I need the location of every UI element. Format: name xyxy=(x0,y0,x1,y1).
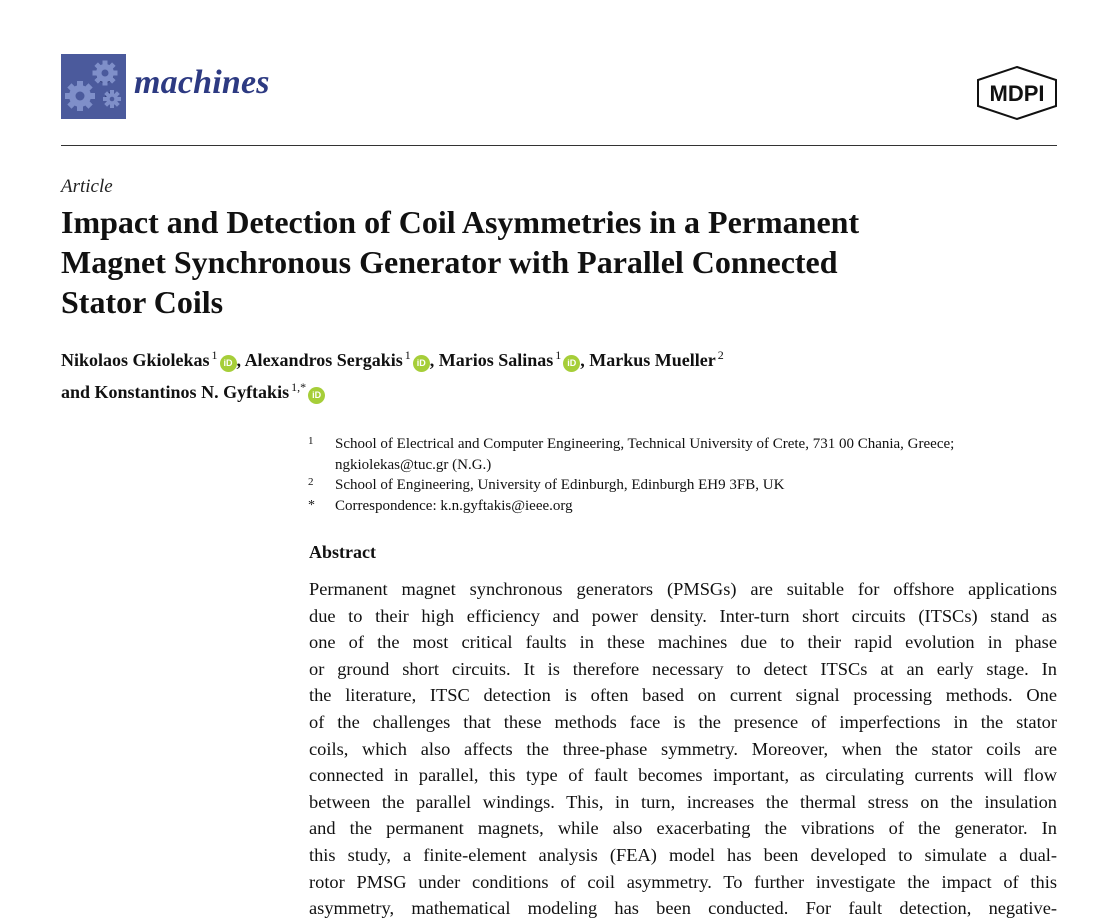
author-name[interactable]: Marios Salinas xyxy=(438,350,554,370)
mdpi-logo-text: MDPI xyxy=(989,81,1045,106)
title-line: Impact and Detection of Coil Asymmetries in a Permanent xyxy=(61,204,860,240)
correspondence-text[interactable]: Correspondence: k.n.gyftakis@ieee.org xyxy=(335,497,573,514)
author-separator: , xyxy=(429,350,435,370)
abstract-line: and the permanent magnets, while also exacerbating the vibrations of the generator. In xyxy=(309,818,1057,839)
title-line: Magnet Synchronous Generator with Parallel Connected xyxy=(61,244,838,280)
header-divider xyxy=(61,145,1057,146)
abstract-line: Permanent magnet synchronous generators (PMSGs) are suitable for offshore applications xyxy=(309,579,1057,599)
author-name[interactable]: Nikolaos Gkiolekas xyxy=(61,350,210,370)
title-line: Stator Coils xyxy=(61,284,224,320)
orcid-icon[interactable]: iD xyxy=(308,387,325,404)
author-affiliation-mark: 1 xyxy=(404,348,411,362)
article-title xyxy=(61,202,1041,322)
abstract-line: due to their high efficiency and power density. Inter-turn short circuits (ITSCs) stand as xyxy=(309,605,1057,626)
gears-icon xyxy=(61,54,126,119)
affiliations xyxy=(308,434,954,516)
author-and: and xyxy=(61,382,91,402)
abstract-line: the literature, ITSC detection is often based on current signal processing methods. One xyxy=(309,685,1057,706)
author-affiliation-mark: 1,* xyxy=(291,380,307,394)
orcid-icon[interactable]: iD xyxy=(220,355,237,372)
article-type: Article xyxy=(61,176,113,197)
author-name[interactable]: Alexandros Sergakis xyxy=(244,350,403,370)
abstract-line: one of the most critical faults in these machines due to their rapid evolution in phase xyxy=(309,632,1057,653)
journal-logo xyxy=(61,54,126,119)
affiliation-item xyxy=(308,455,954,476)
journal-name: machines xyxy=(134,64,270,101)
author-name[interactable]: Konstantinos N. Gyftakis xyxy=(94,382,290,402)
abstract-line: of the challenges that these methods face is the presence of imperfections in the stator xyxy=(309,711,1057,732)
abstract-body xyxy=(309,576,1057,922)
orcid-icon[interactable]: iD xyxy=(413,355,430,372)
abstract-line: this study, a finite-element analysis (FEA) model has been developed to simulate a dual- xyxy=(309,844,1057,865)
author-line xyxy=(61,342,724,374)
abstract-line: asymmetry, mathematical modeling has been conducted. For fault detection, negative- xyxy=(309,898,1057,919)
abstract-line: or ground short circuits. It is therefore necessary to detect ITSCs at an early stage. In xyxy=(309,658,1057,679)
affiliation-item xyxy=(308,475,954,496)
mdpi-logo xyxy=(975,66,1059,120)
affiliation-mark: 2 xyxy=(308,476,314,488)
abstract-line: coils, which also affects the three-phase symmetry. Moreover, when the stator coils are xyxy=(309,738,1057,759)
author-separator: , xyxy=(580,350,585,370)
abstract-heading: Abstract xyxy=(309,542,376,562)
author-affiliation-mark: 2 xyxy=(717,348,724,362)
affiliation-item xyxy=(308,496,954,517)
affiliation-email[interactable]: ngkiolekas@tuc.gr (N.G.) xyxy=(335,456,492,473)
abstract-line: connected in parallel, this type of fault becomes important, as circulating currents will flow xyxy=(309,765,1057,786)
author-affiliation-mark: 1 xyxy=(555,348,562,362)
affiliation-text: School of Engineering, University of Edinburgh, Edinburgh EH9 3FB, UK xyxy=(335,477,785,493)
abstract-line: between the parallel windings. This, in turn, increases the thermal stress on the insulation xyxy=(309,791,1057,812)
affiliation-mark: 1 xyxy=(308,435,314,447)
author-affiliation-mark: 1 xyxy=(211,348,218,362)
correspondence-mark: * xyxy=(308,497,315,513)
affiliation-text: School of Electrical and Computer Engineering, Technical University of Crete, 731 00 Chania, Greece; xyxy=(335,436,955,452)
author-line xyxy=(61,374,724,406)
orcid-icon[interactable]: iD xyxy=(563,355,580,372)
author-list xyxy=(61,342,724,406)
affiliation-item xyxy=(308,434,954,455)
author-name[interactable]: Markus Mueller xyxy=(589,350,716,370)
author-separator: , xyxy=(236,350,242,370)
abstract-line: rotor PMSG under conditions of coil asymmetry. To further investigate the impact of this xyxy=(309,871,1057,892)
